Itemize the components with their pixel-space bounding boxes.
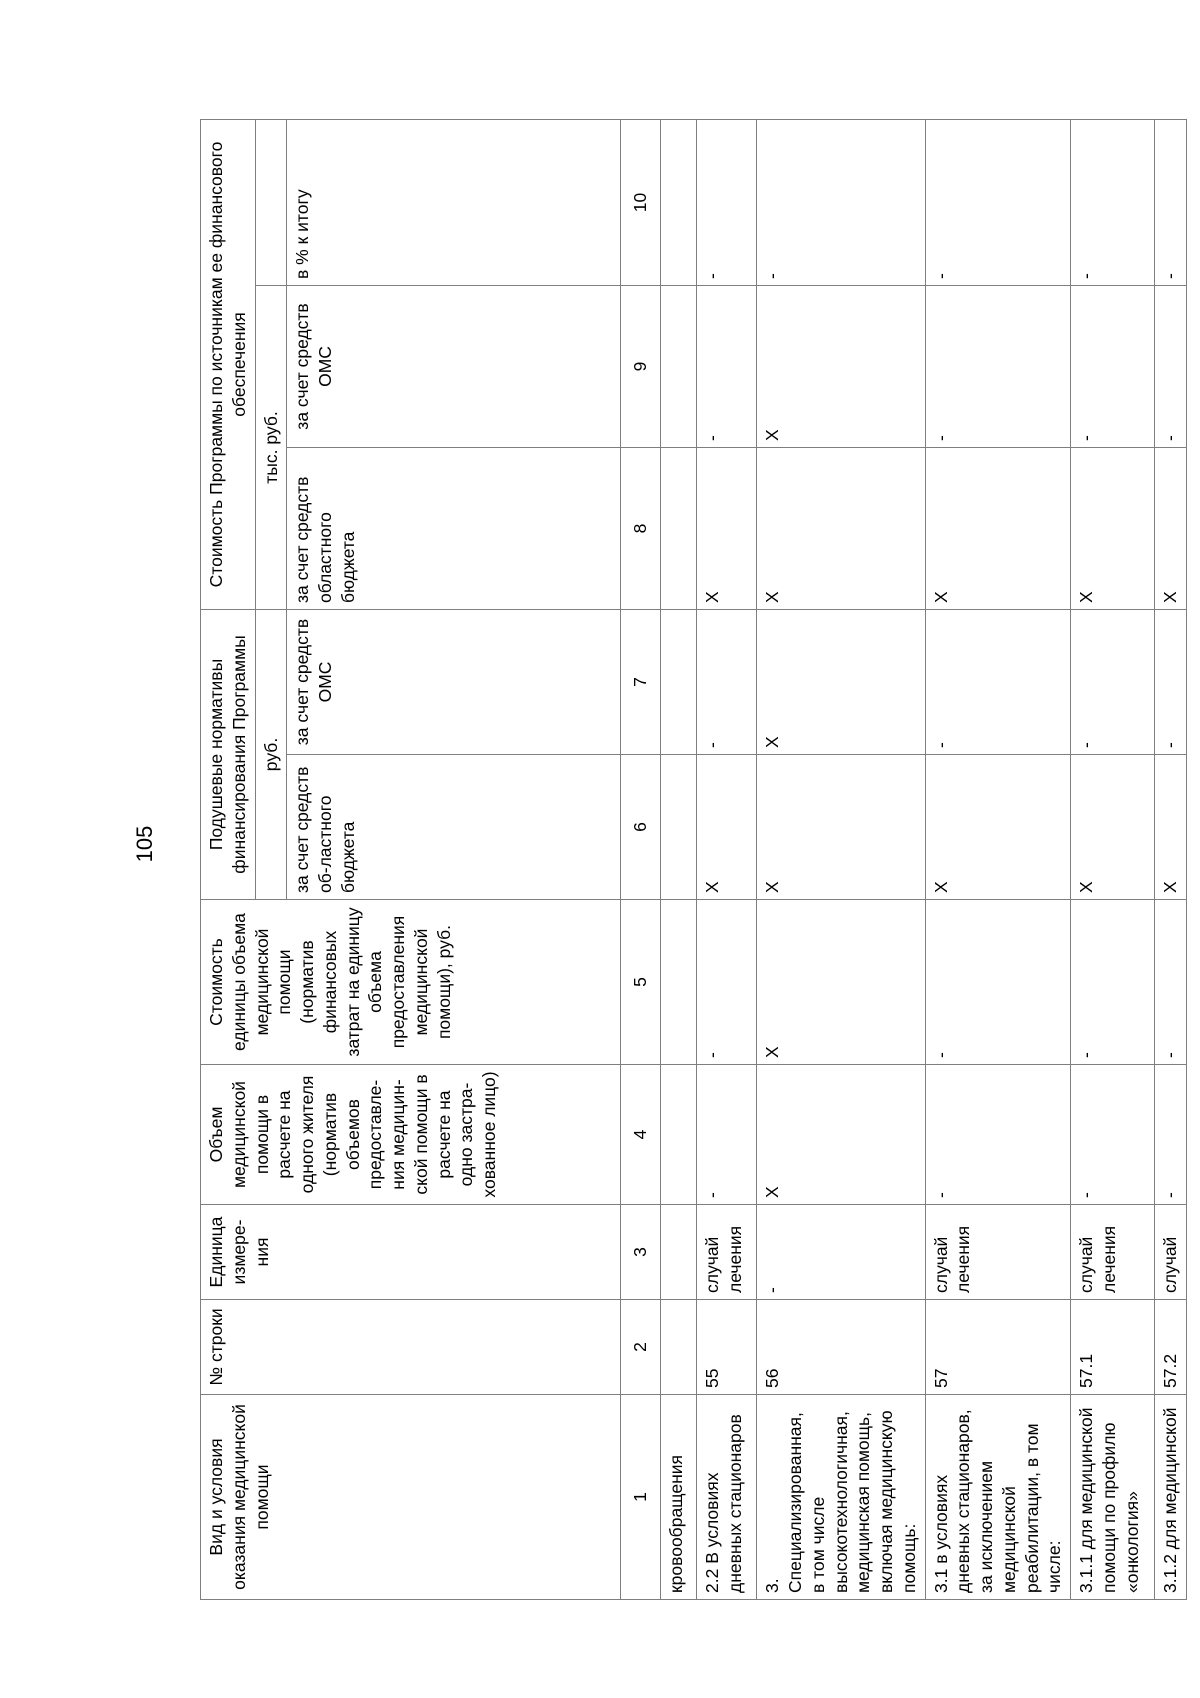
column-number: 4	[621, 1065, 661, 1205]
header-per-capita-oms: за счет средств ОМС	[287, 609, 621, 754]
table-cell: -	[1071, 1065, 1155, 1205]
table-cell: -	[1155, 609, 1187, 754]
table-cell: случай лечения	[1071, 1205, 1155, 1300]
header-empty-cell	[255, 119, 287, 285]
header-program-cost-group: Стоимость Программы по источникам ее финансового обеспечения	[201, 119, 256, 609]
table-cell: -	[757, 119, 925, 285]
header-unit: Единица измере-ния	[201, 1205, 621, 1300]
table-cell: X	[925, 755, 1071, 900]
table-row	[1155, 119, 1187, 1599]
table-cell	[661, 447, 697, 609]
table-cell: -	[925, 1065, 1071, 1205]
column-number: 3	[621, 1205, 661, 1300]
table-cell: X	[1071, 755, 1155, 900]
header-per-capita-regional: за счет средств об-ластного бюджета	[287, 755, 621, 900]
table-cell	[661, 1300, 697, 1395]
table-cell: X	[697, 755, 757, 900]
table-cell: -	[1071, 285, 1155, 447]
column-number: 6	[621, 755, 661, 900]
table-cell: 3. Специализированная, в том числе высокотехнологичная, медицинская помощь, включая медицинскую помощь:	[757, 1395, 925, 1600]
table-cell: -	[925, 119, 1071, 285]
table-cell: кровообращения	[661, 1395, 697, 1600]
table-cell: 57	[925, 1300, 1071, 1395]
column-numbers-row	[621, 119, 661, 1599]
column-number: 1	[621, 1395, 661, 1600]
header-volume: Объем медицинской помощи в расчете на одного жителя (норматив объемов предоставле-ния медицин-ской помощи в расчете на одно застра-хованное лицо)	[201, 1065, 621, 1205]
table-cell: 3.1.1 для медицинской помощи по профилю «онкология»	[1071, 1395, 1155, 1600]
table-cell: -	[1071, 900, 1155, 1065]
header-cost-percent: в % к итогу	[287, 119, 621, 285]
table-cell: случай лечения	[697, 1205, 757, 1300]
table-cell: случай	[1155, 1205, 1187, 1300]
table-row	[1071, 119, 1155, 1599]
table-cell: 3.1.2 для медицинской	[1155, 1395, 1187, 1600]
table-cell: -	[925, 609, 1071, 754]
table-cell: X	[1155, 755, 1187, 900]
table-cell: -	[1155, 285, 1187, 447]
table-cell: -	[697, 1065, 757, 1205]
header-unit-cost: Стоимость единицы объема медицинской помощи (норматив финансовых затрат на единицу объема предоставления медицинской помощи), руб.	[201, 900, 621, 1065]
column-number: 10	[621, 119, 661, 285]
table-cell	[661, 119, 697, 285]
table-cell: X	[757, 755, 925, 900]
table-row	[757, 119, 925, 1599]
table-cell: случай лечения	[925, 1205, 1071, 1300]
table-cell: X	[757, 900, 925, 1065]
rotated-table-container	[200, 120, 1180, 1600]
column-number: 9	[621, 285, 661, 447]
header-per-capita-group: Подушевые нормативы финансирования Программы	[201, 609, 256, 899]
table-row	[661, 119, 697, 1599]
table-cell: X	[757, 285, 925, 447]
table-cell	[661, 1205, 697, 1300]
table-cell: -	[697, 285, 757, 447]
table-cell: -	[1155, 1065, 1187, 1205]
table-cell: X	[925, 447, 1071, 609]
table-cell: 56	[757, 1300, 925, 1395]
header-cost-oms: за счет средств ОМС	[287, 285, 621, 447]
column-number: 2	[621, 1300, 661, 1395]
table-cell	[661, 1065, 697, 1205]
table-cell: -	[697, 609, 757, 754]
table-cell: X	[1155, 447, 1187, 609]
table-cell	[661, 755, 697, 900]
table-cell: 3.1 в условиях дневных стационаров, за исключением медицинской реабилитации, в том числе:	[925, 1395, 1071, 1600]
column-number: 5	[621, 900, 661, 1065]
table-cell: -	[925, 900, 1071, 1065]
table-cell: -	[757, 1205, 925, 1300]
table-cell: -	[697, 119, 757, 285]
table-cell: -	[697, 900, 757, 1065]
table-cell: X	[757, 609, 925, 754]
header-type-and-conditions: Вид и условия оказания медицинской помощи	[201, 1395, 621, 1600]
table-cell: -	[1071, 609, 1155, 754]
table-cell: 55	[697, 1300, 757, 1395]
table-cell: -	[1071, 119, 1155, 285]
header-unit-thousand-rub: тыс. руб.	[255, 285, 287, 609]
table-cell: X	[1071, 447, 1155, 609]
header-cost-regional: за счет средств областного бюджета	[287, 447, 621, 609]
table-cell: -	[1155, 900, 1187, 1065]
table-cell: 57.2	[1155, 1300, 1187, 1395]
column-number: 7	[621, 609, 661, 754]
column-number: 8	[621, 447, 661, 609]
header-row-number: № строки	[201, 1300, 621, 1395]
table-cell: 2.2 В условиях дневных стационаров	[697, 1395, 757, 1600]
header-unit-rub: руб.	[255, 609, 287, 899]
table-cell	[661, 609, 697, 754]
page-number: 105	[132, 825, 157, 863]
table-cell: 57.1	[1071, 1300, 1155, 1395]
table-row	[697, 119, 757, 1599]
table-cell: X	[697, 447, 757, 609]
table-cell: X	[757, 1065, 925, 1205]
table-cell: -	[1155, 119, 1187, 285]
table-row	[925, 119, 1071, 1599]
table-cell	[661, 285, 697, 447]
medical-assistance-table	[200, 119, 1187, 1600]
table-cell: -	[925, 285, 1071, 447]
table-cell	[661, 900, 697, 1065]
table-cell: X	[757, 447, 925, 609]
